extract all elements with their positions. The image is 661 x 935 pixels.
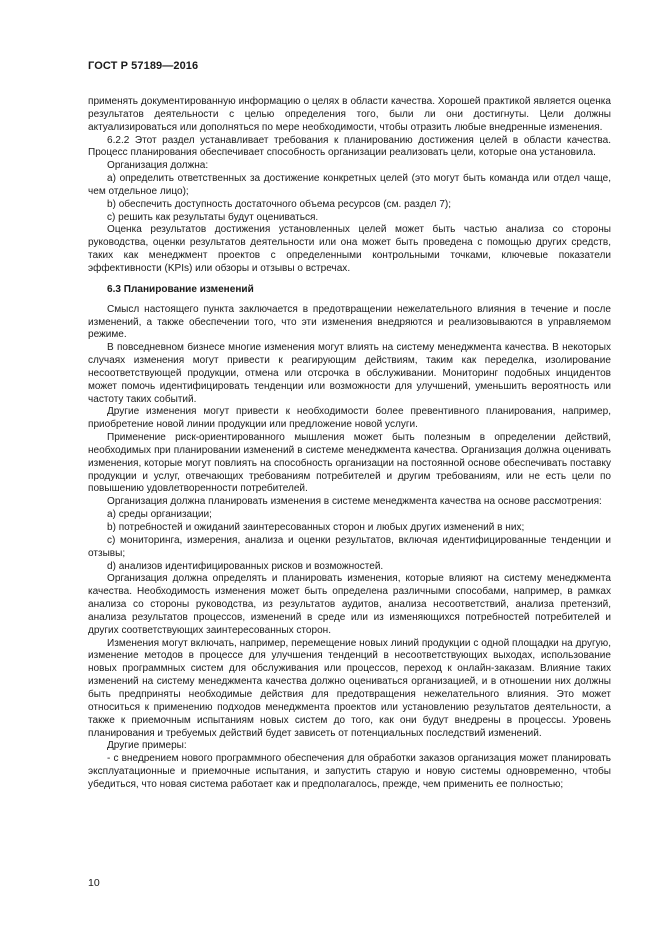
paragraph-organization-must: Организация должна: [107, 160, 209, 172]
paragraph-6-2-2: 6.2.2 Этот раздел устанавливает требования к планированию достижения целей в области качества. Процесс планирования обеспечивает способность организации реализовать цели, которые она установила. [88, 134, 611, 159]
paragraph-changes-include: Изменения могут включать, например, перемещение новых линий продукции с одной площадки на другую, изменение методов в процессе для улучшения тенденций в несоответствующих выходах, использование новых программных систем для обслуживания или процессов, переход к онлайн-заказам. Влияние таких изменений на систему менеджмента качества должно оцениваться организацией, и в отношении них должны быть предприняты необходимые действия для предотвращения нежелательного влияния. Это может относиться к применению подходов менеджмента проектов или установлению результатов деятельности, а также к приемочным испытаниям новых систем до того, как они будут внедрены в процессы. Уровень планирования и требуемых действий будет зависеть от потенциальных последствий изменений. [88, 637, 611, 739]
paragraph-purpose: Смысл настоящего пункта заключается в предотвращении нежелательного влияния в течение и после изменений, а также обеспечении того, что эти изменения внедряются и реализовываются в управляемом режиме. [88, 303, 611, 341]
paragraph-plan-changes: Организация должна планировать изменения в системе менеджмента качества на основе рассмотрения: [107, 496, 602, 508]
paragraph-everyday-business: В повседневном бизнесе многие изменения могут влиять на систему менеджмента качества. В некоторых случаях изменения могут привести к реагирующим действиям, таким как переделка, изолирование несоответствующей продукции, отмена или отсрочка в обслуживании. Мониторинг подобных инцидентов может помочь идентифицировать тенденции или возможности для улучшений, уменьшить вероятность или частоту таких событий. [88, 342, 611, 405]
list-item-a2: а) среды организации; [107, 509, 212, 521]
list-item-b: b) обеспечить доступность достаточного объема ресурсов (см. раздел 7); [107, 198, 452, 210]
list-item-c: с) решить как результаты будут оцениваться. [107, 211, 319, 223]
document-body [88, 96, 611, 792]
list-item-d2: d) анализов идентифицированных рисков и возможностей. [107, 560, 384, 572]
paragraph-risk-based-thinking: Применение риск-ориентированного мышления может быть полезным в определении действий, необходимых при планировании изменений в системе менеджмента качества. Организация должна оценивать изменения, которые могут повлиять на способность организации на постоянной основе обеспечивать поставку продукции и услуг, отвечающих требованиям потребителей и другим требованиям, или не есть цели по повышению удовлетворенности потребителей. [88, 432, 611, 495]
paragraph-other-changes: Другие изменения могут привести к необходимости более превентивного планирования, например, приобретение новой линии продукции или предложение новой услуги. [88, 406, 611, 431]
paragraph-determine-changes: Организация должна определять и планировать изменения, которые влияют на систему менеджмента качества. Необходимость изменения может быть определена различными способами, например, в рамках анализа со стороны руководства, из результатов аудитов, анализа несоответствий, анализа претензий, анализа результатов процессов, изменений в среде или из изменяющихся потребностей потребителей и других соответствующих заинтересованных сторон. [88, 573, 611, 636]
list-item-c2: с) мониторинга, измерения, анализа и оценки результатов, включая идентифицированные тенденции и отзывы; [88, 534, 611, 559]
page-number: 10 [88, 877, 100, 889]
paragraph-other-examples: Другие примеры: [107, 740, 187, 752]
list-item-b2: b) потребностей и ожиданий заинтересованных сторон и любых других изменений в них; [107, 522, 525, 533]
section-heading-6-3 [88, 284, 611, 297]
paragraph-goals-continued: применять документированную информацию о целях в области качества. Хорошей практикой является оценка результатов деятельности с целью определения того, были ли они достигнуты. Цели должны актуализироваться или дополняться по мере необходимости, чтобы отразить любые внедренные изменения. [88, 96, 611, 133]
paragraph-software-example: - с внедрением нового программного обеспечения для обработки заказов организация может планировать эксплуатационные и приемочные испытания, и запустить старую и новую системы одновременно, чтобы убедиться, что новая система работает как и предполагалось, прежде, чем применить ее полностью; [88, 753, 611, 790]
standard-code-header: ГОСТ Р 57189—2016 [88, 60, 199, 72]
section-title: 6.3 Планирование изменений [107, 283, 254, 295]
paragraph-goal-evaluation: Оценка результатов достижения установленных целей может быть частью анализа со стороны руководства, оценки результатов деятельности или она может быть проведена с помощью других средств, таких как менеджмент проектов с определенными контрольными точками, ключевые показатели эффективности (KPIs) или обзоры и отзывы о встречах. [88, 224, 611, 274]
list-item-a: а) определить ответственных за достижение конкретных целей (это могут быть команда или отдел чаще, чем отдельное лицо); [88, 173, 611, 197]
